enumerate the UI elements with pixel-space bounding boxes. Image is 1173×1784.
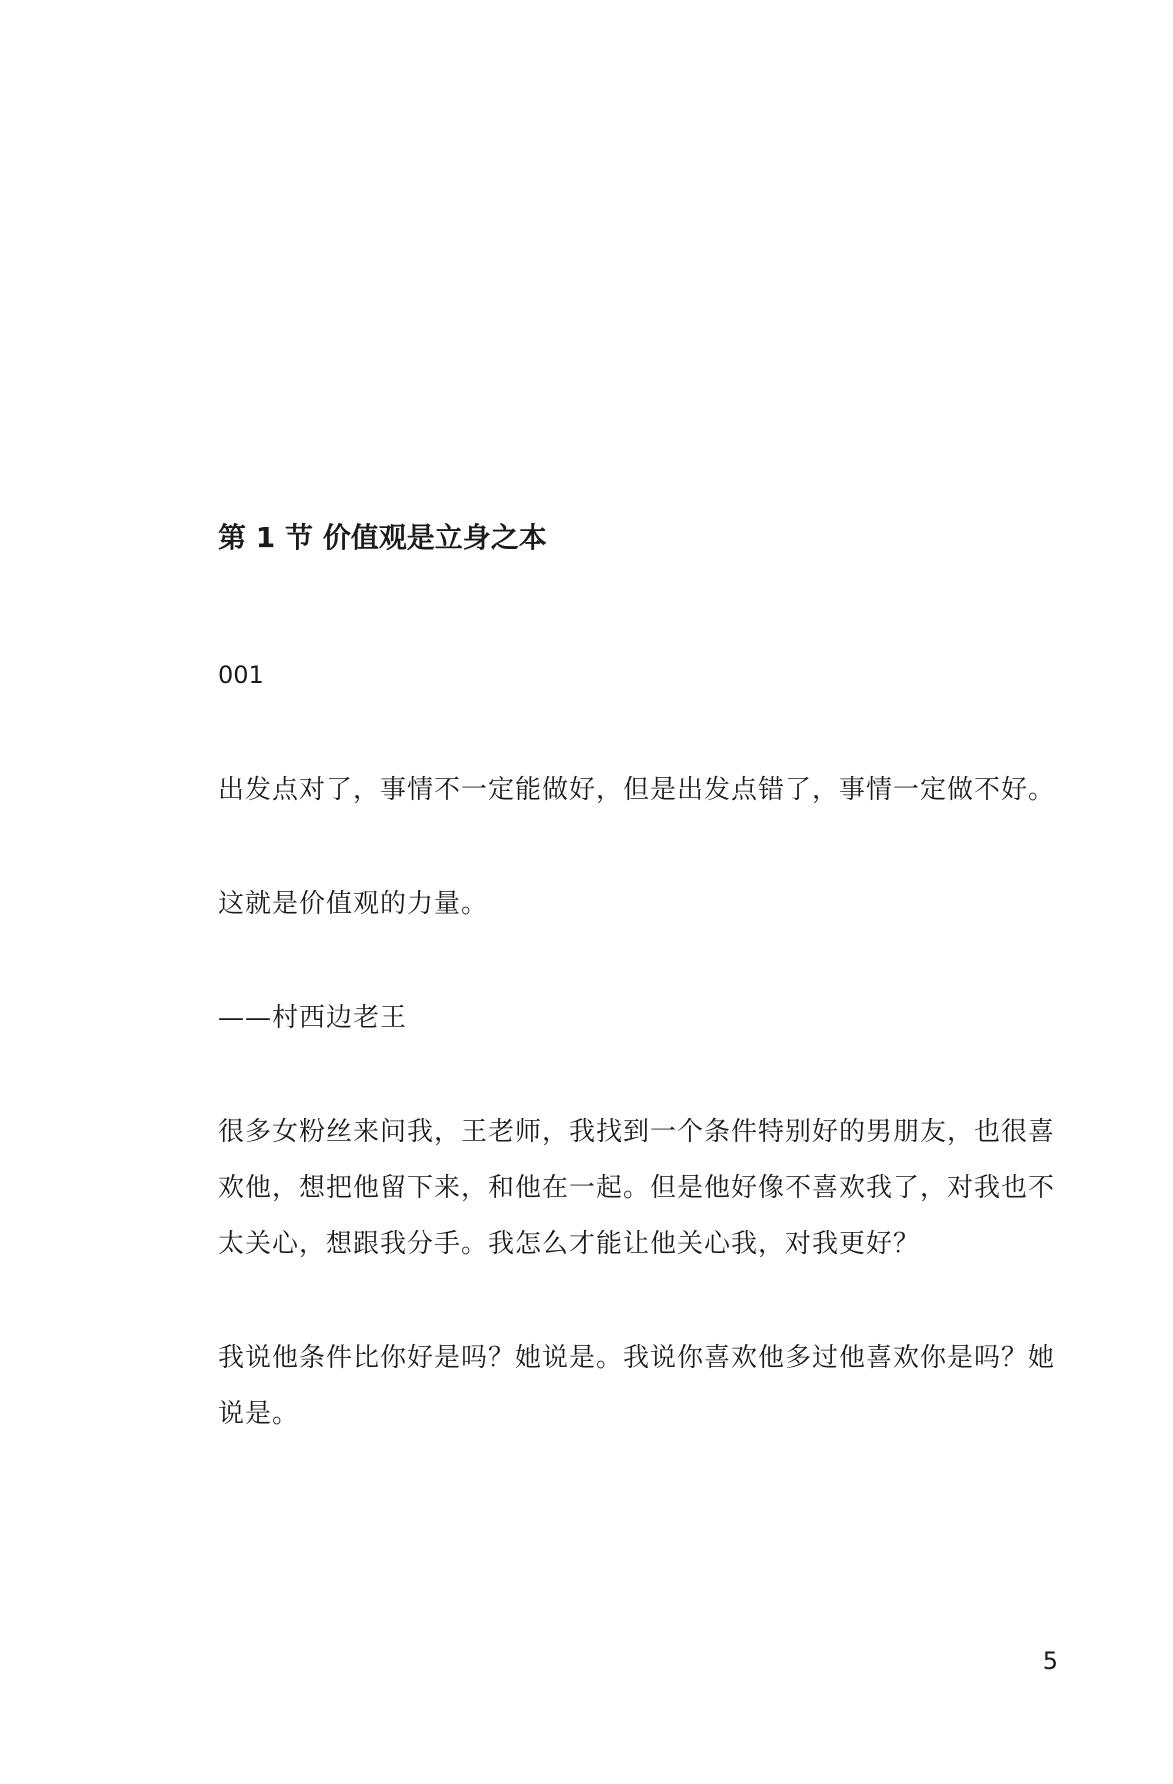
- paragraph: 出发点对了，事情不一定能做好，但是出发点错了，事情一定做不好。: [218, 775, 1056, 805]
- section-number: 001: [218, 661, 264, 689]
- attribution: ——村西边老王: [218, 1003, 408, 1033]
- body-text: [218, 762, 1068, 1500]
- paragraph: 很多女粉丝来问我，王老师，我找到一个条件特别好的男朋友，也很喜欢他，想把他留下来，和他在一起。但是他好像不喜欢我了，对我也不太关心，想跟我分手。我怎么才能让他关心我，对我更好？: [218, 1117, 1056, 1259]
- paragraph: 这就是价值观的力量。: [218, 889, 489, 919]
- page-number: 5: [1042, 1647, 1058, 1675]
- paragraph: 我说他条件比你好是吗？她说是。我说你喜欢他多过他喜欢你是吗？她说是。: [218, 1343, 1056, 1429]
- section-title: 第 1 节 价值观是立身之本: [218, 521, 547, 554]
